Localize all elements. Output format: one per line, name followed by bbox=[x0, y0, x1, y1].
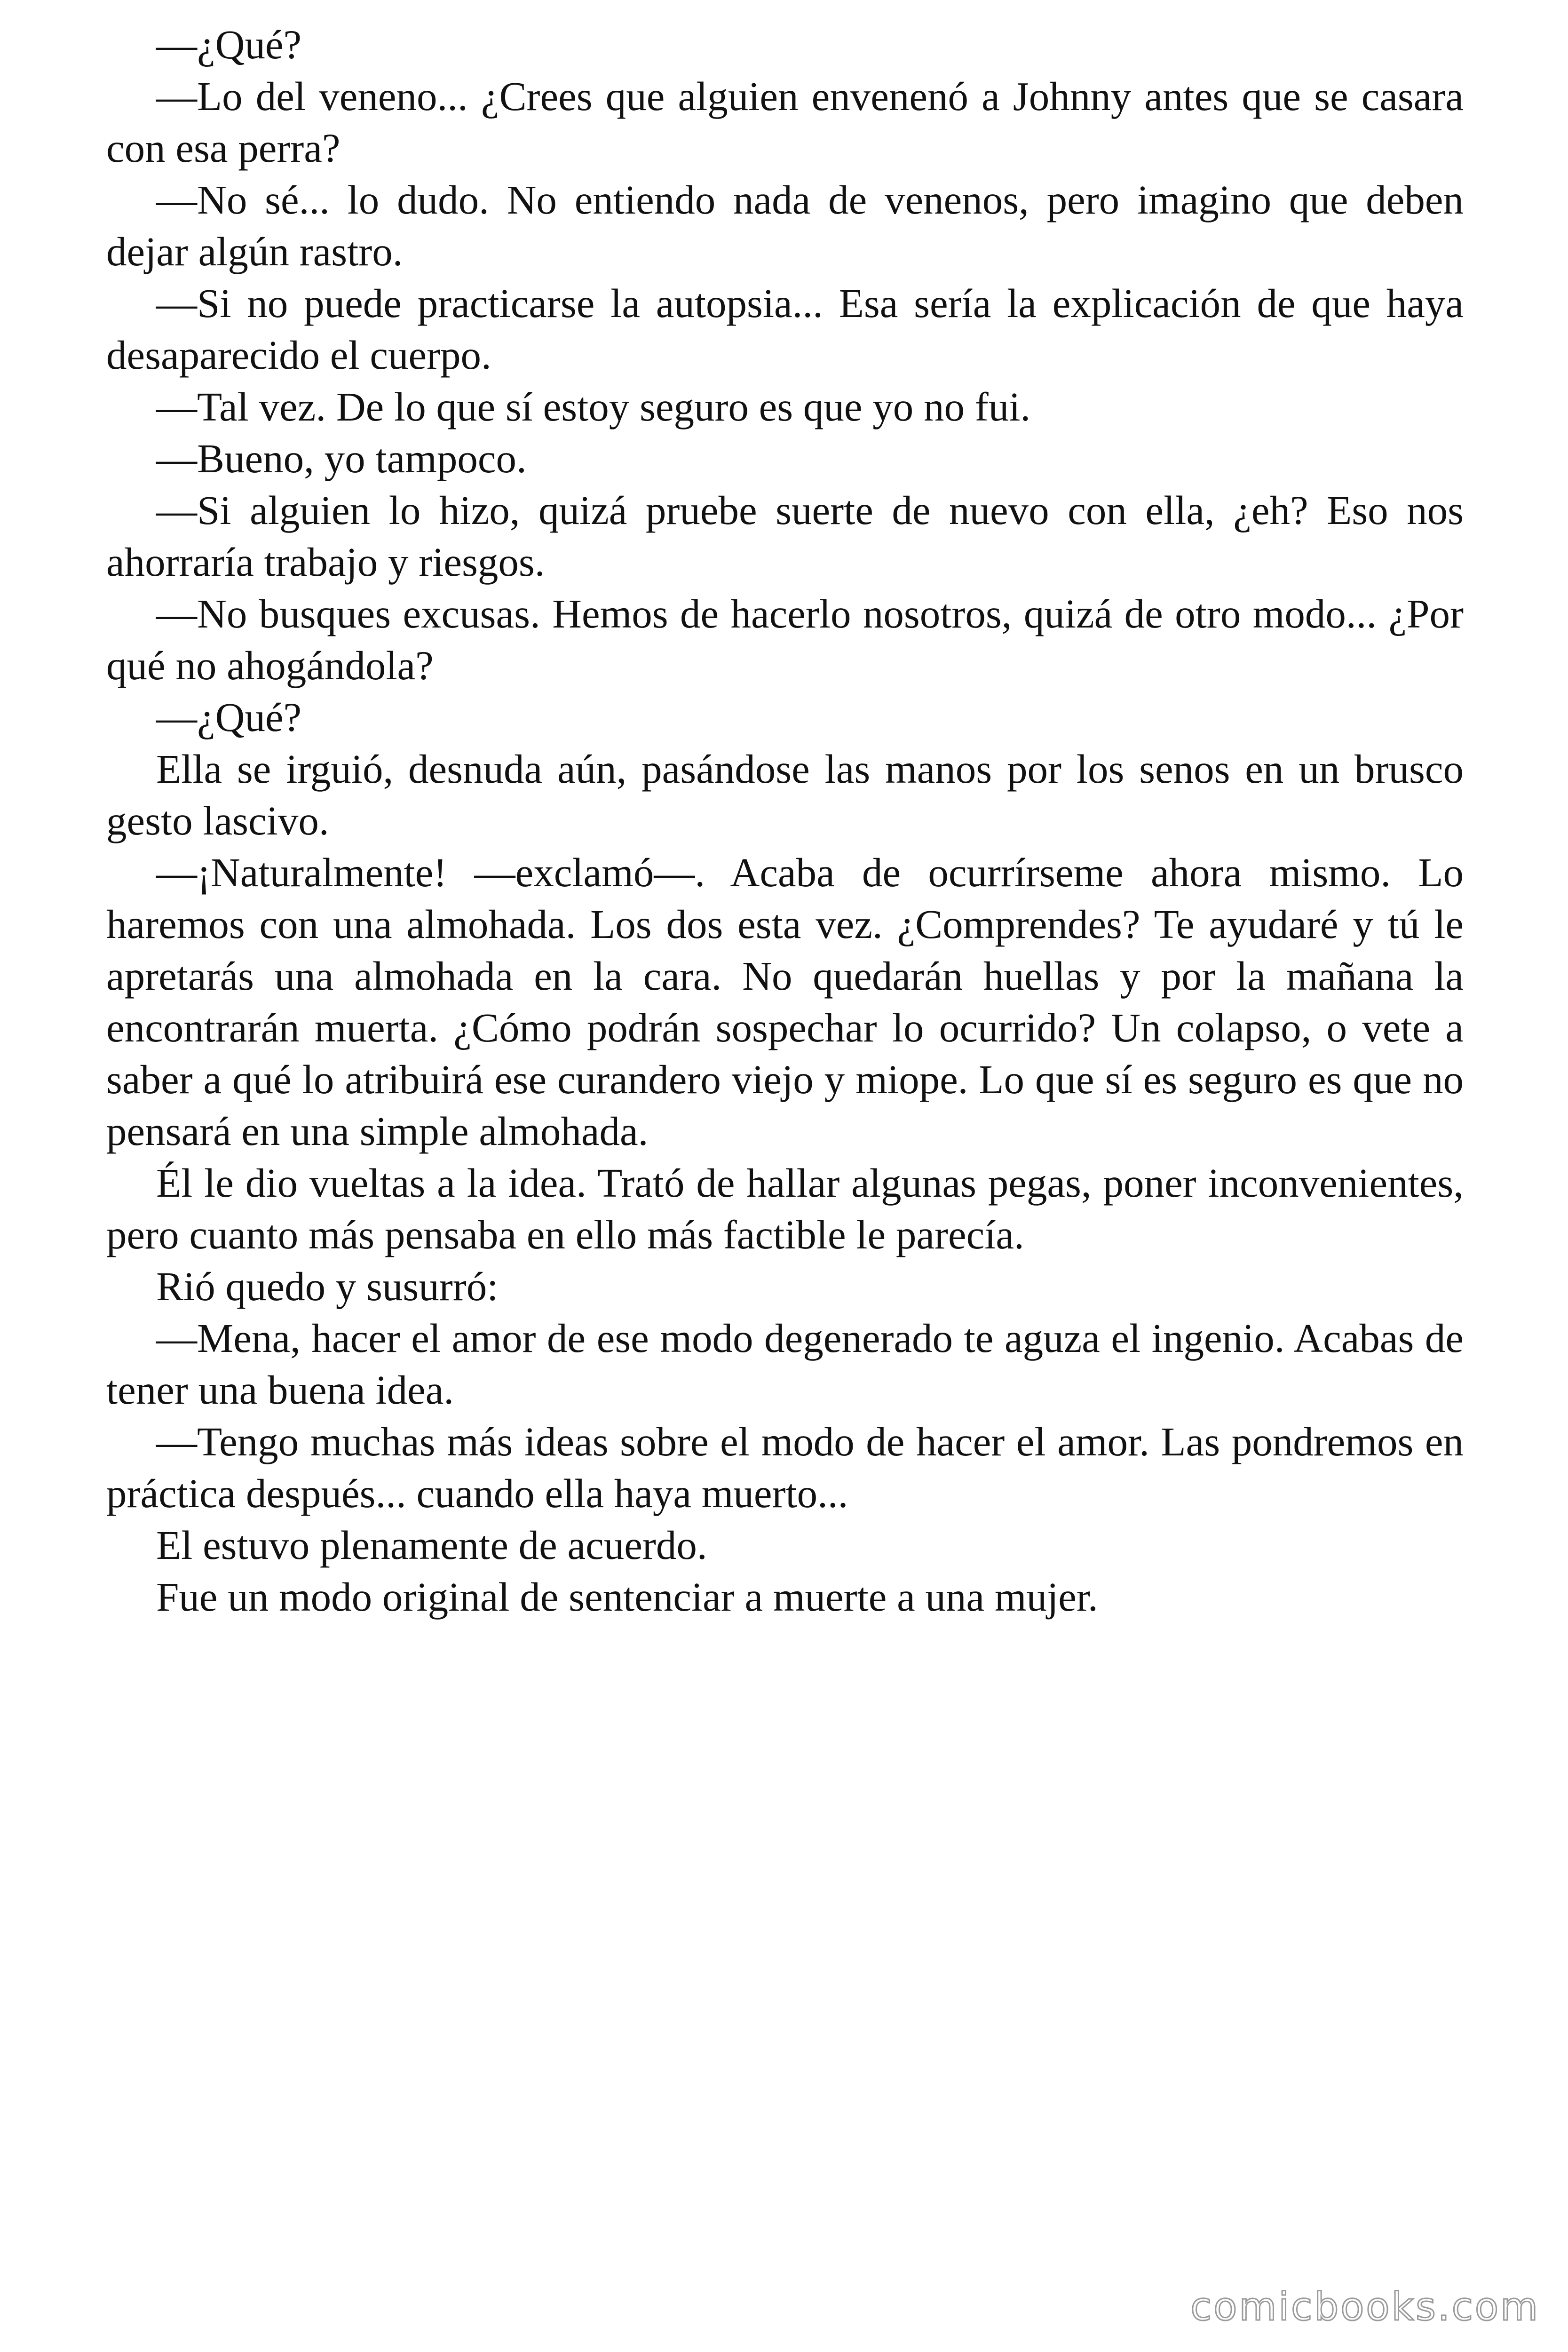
watermark: comicbooks.com bbox=[1190, 2285, 1540, 2329]
paragraph: —Tal vez. De lo que sí estoy seguro es que yo no fui. bbox=[156, 384, 1031, 429]
paragraph: —Lo del veneno... ¿Crees que alguien envenenó a Johnny antes que se casara con esa perra? bbox=[106, 73, 1464, 171]
paragraph: —¡Naturalmente! —exclamó—. Acaba de ocurrírseme ahora mismo. Lo haremos con una almohada. Los dos esta vez. ¿Comprendes? Te ayudaré y tú le apretarás una almohada en la cara. No quedarán huellas y por la mañana la encontrarán muerta. ¿Cómo podrán sospechar lo ocurrido? Un colapso, o vete a saber a qué lo atribuirá ese curandero viejo y miope. Lo que sí es seguro es que no pensará en una simple almohada. bbox=[106, 850, 1464, 1154]
paragraph: Fue un modo original de sentenciar a muerte a una mujer. bbox=[156, 1574, 1098, 1620]
paragraph: —¿Qué? bbox=[156, 694, 302, 740]
paragraph: —¿Qué? bbox=[156, 22, 302, 67]
paragraph: Rió quedo y susurró: bbox=[156, 1263, 499, 1309]
paragraph: —Mena, hacer el amor de ese modo degenerado te aguza el ingenio. Acabas de tener una buena idea. bbox=[106, 1315, 1464, 1413]
paragraph: —No sé... lo dudo. No entiendo nada de venenos, pero imagino que deben dejar algún rastro. bbox=[106, 177, 1464, 274]
paragraph: —No busques excusas. Hemos de hacerlo nosotros, quizá de otro modo... ¿Por qué no ahogándola? bbox=[106, 591, 1464, 688]
paragraph: Ella se irguió, desnuda aún, pasándose las manos por los senos en un brusco gesto lascivo. bbox=[106, 746, 1464, 843]
paragraph: —Tengo muchas más ideas sobre el modo de hacer el amor. Las pondremos en práctica después... cuando ella haya muerto... bbox=[106, 1419, 1464, 1516]
paragraph: El estuvo plenamente de acuerdo. bbox=[156, 1522, 707, 1568]
paragraph: Él le dio vueltas a la idea. Trató de hallar algunas pegas, poner inconvenientes, pero cuanto más pensaba en ello más factible le parecía. bbox=[106, 1160, 1464, 1257]
paragraph: —Bueno, yo tampoco. bbox=[156, 436, 527, 481]
paragraph: —Si no puede practicarse la autopsia... Esa sería la explicación de que haya desaparecido el cuerpo. bbox=[106, 280, 1464, 378]
page-text bbox=[106, 19, 1464, 1623]
paragraph: —Si alguien lo hizo, quizá pruebe suerte de nuevo con ella, ¿eh? Eso nos ahorraría trabajo y riesgos. bbox=[106, 487, 1464, 585]
